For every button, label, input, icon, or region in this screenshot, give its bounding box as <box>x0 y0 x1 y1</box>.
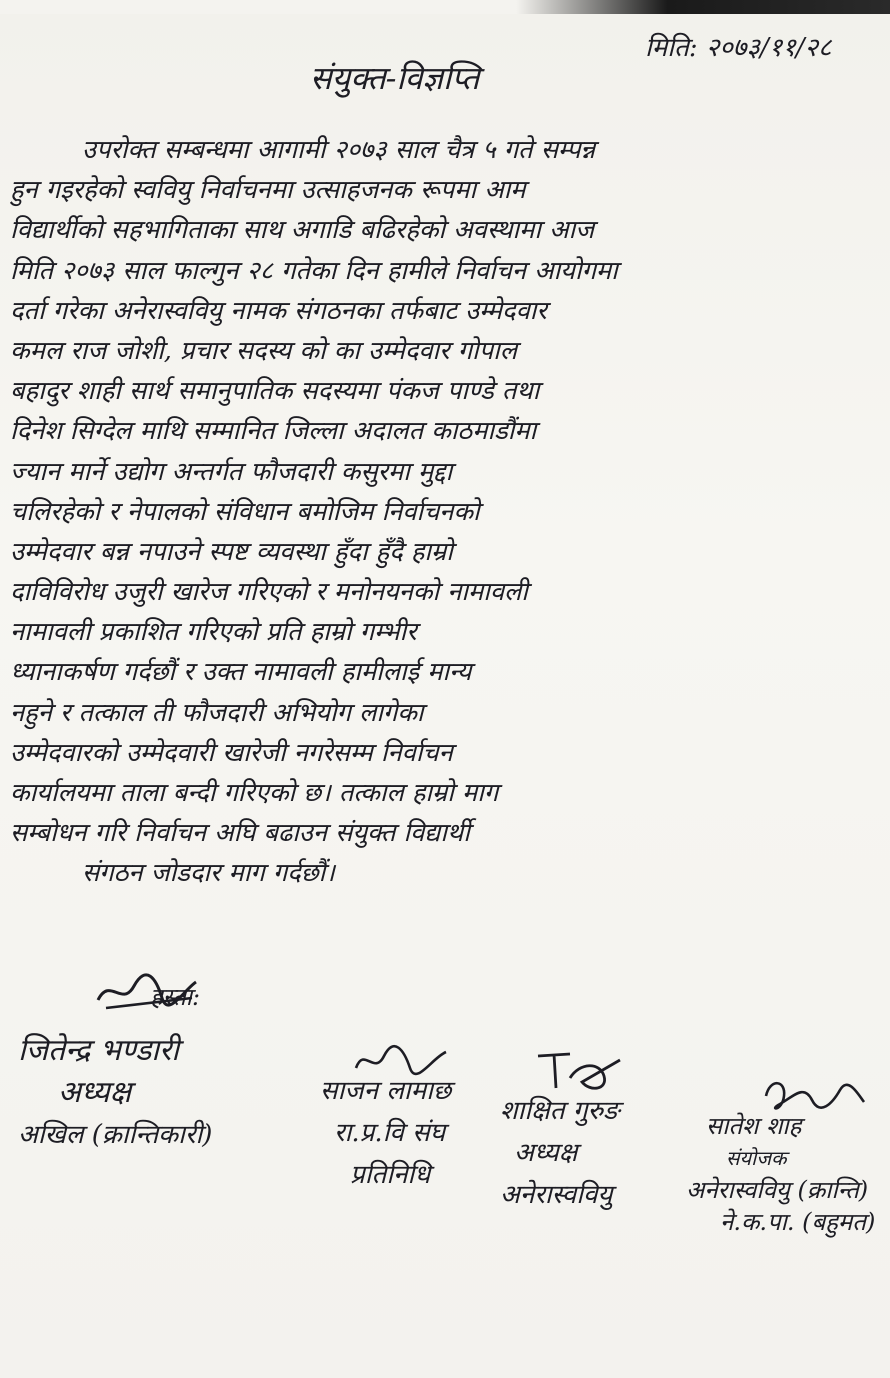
signatory-post: अध्यक्ष <box>58 1075 132 1110</box>
scan-top-edge <box>0 0 890 14</box>
body-line: उम्मेदवारको उम्मेदवारी खारेजी नगरेसम्म निर्वाचन <box>10 737 453 768</box>
body-line: विद्यार्थीको सहभागिताका साथ अगाडि बढिरहेको अवस्थामा आज <box>10 215 595 246</box>
body-line: नहुने र तत्काल ती फौजदारी अभियोग लागेका <box>10 697 424 728</box>
signatory-sub-org: ने.क.पा. (बहुमत) <box>720 1208 876 1236</box>
signature-caption-left: हस्ता: <box>150 983 201 1011</box>
signatory-post: प्रतिनिधि <box>350 1160 431 1190</box>
signatory-name: साजन लामाछ <box>320 1076 452 1106</box>
signatory-org: रा.प्र.वि संघ <box>334 1118 446 1148</box>
body-line: नामावली प्रकाशित गरिएको प्रति हाम्रो गम्भीर <box>10 617 417 648</box>
body-line: कमल राज जोशी, प्रचार सदस्य को का उम्मेदवार गोपाल <box>10 335 518 366</box>
body-line: कार्यालयमा ताला बन्दी गरिएको छ। तत्काल हाम्रो माग <box>10 778 499 808</box>
signatory-org: अनेरास्ववियु (क्रान्ति) <box>686 1176 869 1204</box>
letter-body <box>10 130 880 894</box>
signatory-post: संयोजक <box>726 1146 787 1170</box>
document-title: संयुक्त-विज्ञप्ति <box>310 59 480 97</box>
body-line: दर्ता गरेका अनेरास्ववियु नामक संगठनका तर्फबाट उम्मेदवार <box>10 295 547 326</box>
body-line: हुन गइरहेको स्ववियु निर्वाचनमा उत्साहजनक रूपमा आम <box>10 175 526 206</box>
body-line: दिनेश सिग्देल माथि सम्मानित जिल्ला अदालत काठमाडौंमा <box>10 416 537 447</box>
signatory-third <box>500 1090 620 1216</box>
body-line: उम्मेदवार बन्न नपाउने स्पष्ट व्यवस्था हुँदा हुँदै हाम्रो <box>10 536 453 567</box>
signatory-post: अध्यक्ष <box>514 1138 578 1168</box>
body-line: मिति २०७३ साल फाल्गुन २८ गतेका दिन हामीले निर्वाचन आयोगमा <box>10 255 618 286</box>
document-date: मिति: २०७३/११/२८ <box>645 33 832 63</box>
signatory-name: सातेश शाह <box>706 1112 802 1140</box>
signatory-second <box>320 1070 451 1196</box>
body-line: दाविविरोध उजुरी खारेज गरिएको र मनोनयनको नामावली <box>10 577 528 608</box>
body-line: संगठन जोडदार माग गर्दछौं। <box>82 858 335 889</box>
body-line: ध्यानाकर्षण गर्दछौं र उक्त नामावली हामीलाई मान्य <box>10 657 472 688</box>
body-line: सम्बोधन गरि निर्वाचन अघि बढाउन संयुक्त विद्यार्थी <box>10 818 470 849</box>
signatory-org: अखिल (क्रान्तिकारी) <box>18 1120 213 1150</box>
signatory-name: शाक्षित गुरुङ <box>500 1096 620 1126</box>
body-line: बहादुर शाही सार्थ समानुपातिक सदस्यमा पंकज पाण्डे तथा <box>10 376 540 407</box>
signatory-fourth <box>686 1110 875 1238</box>
body-line: ज्यान मार्ने उद्योग अन्तर्गत फौजदारी कसुरमा मुद्दा <box>10 456 453 487</box>
body-line: चलिरहेको र नेपालको संविधान बमोजिम निर्वाचनको <box>10 496 480 527</box>
signature-scribble-third <box>530 1048 630 1096</box>
signatory-name: जितेन्द्र भण्डारी <box>18 1033 180 1068</box>
signature-scribble-fourth <box>760 1074 870 1114</box>
body-line: उपरोक्त सम्बन्धमा आगामी २०७३ साल चैत्र ५ गते सम्पन्न <box>82 135 596 165</box>
signatory-left <box>18 1030 212 1156</box>
signatory-org: अनेरास्ववियु <box>500 1180 613 1210</box>
